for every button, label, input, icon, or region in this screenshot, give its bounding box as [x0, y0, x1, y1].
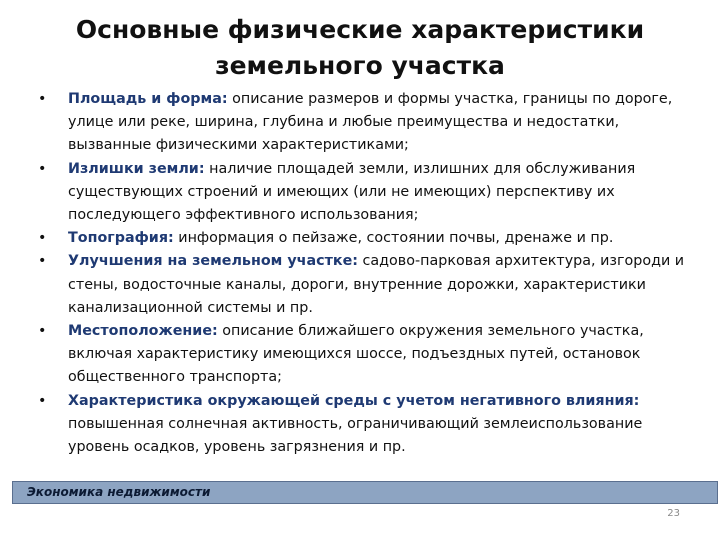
bullet-term: Площадь и форма: [68, 91, 228, 107]
bullet-item-area-shape [38, 88, 688, 158]
bullet-dot-icon: • [38, 91, 47, 107]
bullet-term: Характеристика окружающей среды с учетом негативного влияния: [68, 392, 640, 409]
bullet-dot-icon: • [38, 253, 47, 270]
bullet-item-excess-land [38, 158, 688, 228]
bullet-term: Улучшения на земельном участке: [68, 253, 358, 270]
bullet-item-improvements [38, 250, 688, 320]
bullet-dot-icon: • [38, 323, 47, 340]
bullet-term: Излишки земли: [68, 160, 205, 177]
bullet-text: наличие площадей земли, излишних для обслуживания существующих строений и имеющих (или не имеющих) перспективу их последующего эффективного использования; [68, 160, 636, 224]
bullet-dot-icon: • [38, 160, 47, 177]
bullet-item-environment [38, 390, 688, 460]
bullet-dot-icon: • [38, 230, 47, 247]
bullet-text: информация о пейзаже, состоянии почвы, дренаже и пр. [173, 230, 614, 247]
footer-bar [12, 481, 718, 504]
bullet-text: садово-парковая архитектура, изгороди и стены, водосточные каналы, дороги, внутренние дорожки, характеристики канализационной системы и пр. [68, 253, 685, 316]
page-number: 23 [667, 508, 680, 519]
bullet-dot-icon: • [38, 392, 47, 409]
bullet-list [38, 88, 688, 459]
bullet-item-topography [38, 227, 688, 250]
title-line-1: Основные физические характеристики [75, 15, 645, 44]
bullet-text: повышенная солнечная активность, ограничивающий землеиспользование уровень осадков, уровень загрязнения и пр. [68, 415, 643, 456]
title-line-2: земельного участка [215, 51, 505, 80]
bullet-term: Топография: [68, 230, 174, 247]
footer-text: Экономика недвижимости [27, 485, 211, 499]
bullet-item-location [38, 320, 688, 390]
bullet-term: Местоположение: [68, 323, 218, 340]
bullet-text: описание размеров и формы участка, границы по дороге, улице или реке, ширина, глубина и любые преимущества и недостатки, вызванные физическими характеристиками; [68, 91, 673, 154]
bullet-text: описание ближайшего окружения земельного участка, включая характеристику имеющихся шоссе, подъездных путей, остановок общественного транспорта; [68, 323, 644, 386]
slide-title [40, 12, 680, 84]
